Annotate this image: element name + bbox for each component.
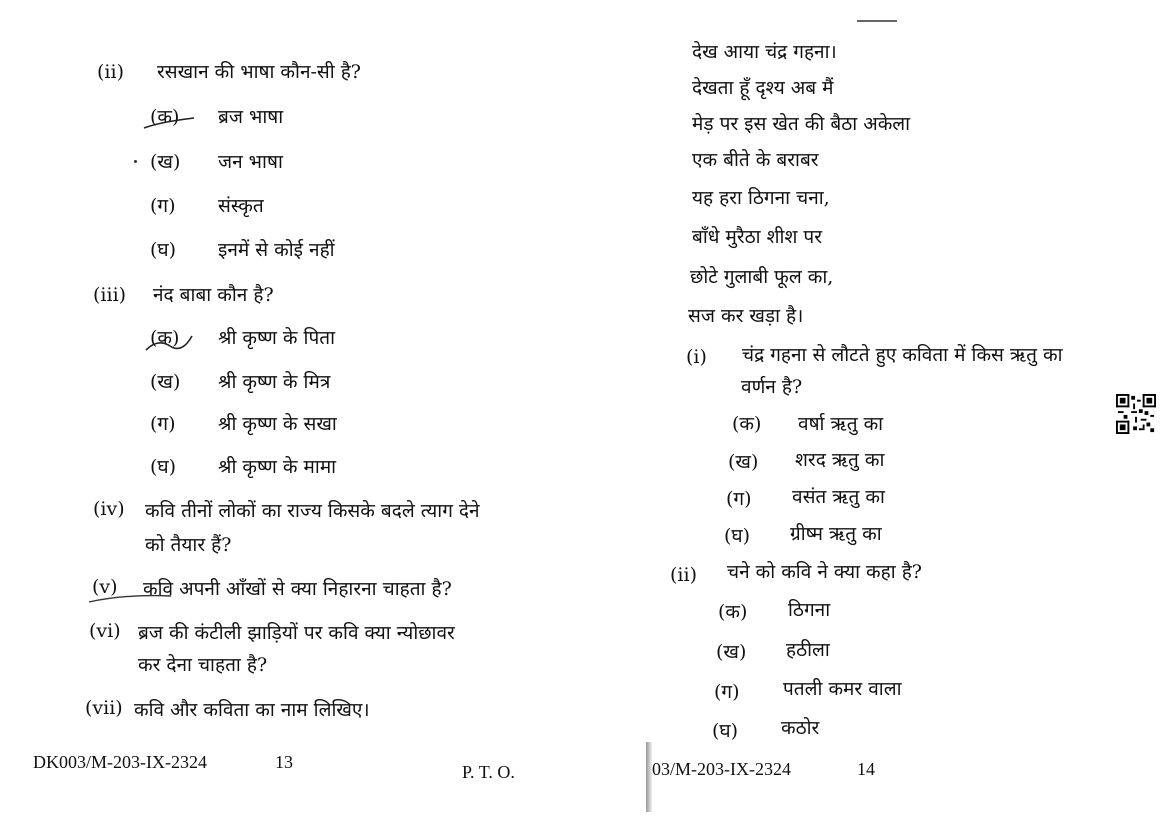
question-number: (iii) [93, 284, 127, 306]
footer-code: 03/M-203-IX-2324 [652, 759, 791, 779]
question-number: (i) [686, 346, 707, 368]
option-label: (ख) [716, 641, 747, 663]
question-number: (ii) [670, 564, 697, 586]
pen-scribble-mark [140, 328, 200, 356]
option-label: (ख) [150, 371, 181, 393]
question-number: (vii) [85, 697, 123, 719]
option-text: शरद ऋतु का [795, 449, 885, 471]
option-text: श्री कृष्ण के सखा [218, 413, 337, 435]
question-text: रसखान की भाषा कौन-सी है? [157, 61, 361, 83]
option-label: (घ) [150, 456, 177, 478]
question-text: कवि तीनों लोकों का राज्य किसके बदले त्याग देने [145, 500, 480, 522]
option-text: पतली कमर वाला [783, 678, 902, 700]
question-text: चने को कवि ने क्या कहा है? [727, 561, 922, 583]
option-text: कठोर [781, 717, 820, 739]
option-text: ग्रीष्म ऋतु का [790, 523, 882, 545]
question-text-continued: को तैयार हैं? [145, 534, 232, 556]
ink-dot [134, 160, 137, 163]
option-text: श्री कृष्ण के मित्र [218, 371, 331, 393]
option-text: जन भाषा [218, 151, 283, 173]
question-text: कवि और कविता का नाम लिखिए। [134, 699, 370, 721]
poem-line: बाँधे मुरैठा शीश पर [692, 226, 822, 248]
poem-line: देख आया चंद्र गहना। [692, 41, 837, 63]
question-text: नंद बाबा कौन है? [153, 284, 274, 306]
option-text: ब्रज भाषा [218, 106, 284, 128]
option-label: (घ) [150, 239, 177, 261]
pen-tick-mark [140, 108, 200, 132]
qr-code [1116, 394, 1156, 434]
question-number: (ii) [97, 61, 124, 83]
question-number: (iv) [93, 498, 125, 520]
right-page [585, 0, 1169, 827]
option-label: (ग) [150, 413, 176, 435]
pto-label: P. T. O. [462, 762, 515, 782]
option-label: (घ) [724, 525, 751, 547]
question-number: (v) [92, 576, 118, 598]
poem-line: मेड़ पर इस खेत की बैठा अकेला [692, 113, 911, 135]
option-label: (ख) [150, 151, 181, 173]
question-text-continued: वर्णन है? [741, 376, 803, 398]
option-text: संस्कृत [218, 195, 264, 217]
option-label: (ग) [726, 488, 752, 510]
option-text: श्री कृष्ण के मामा [218, 456, 337, 478]
question-text: कवि अपनी आँखों से क्या निहारना चाहता है? [143, 578, 452, 600]
poem-line: एक बीते के बराबर [692, 149, 819, 171]
option-text: हठीला [786, 639, 830, 661]
option-label: (ग) [714, 681, 740, 703]
scan-artifact [857, 20, 897, 22]
option-label: (क) [150, 106, 180, 128]
option-text: वर्षा ऋतु का [798, 413, 884, 435]
pen-underline-mark [85, 592, 175, 606]
option-text: ठिगना [788, 599, 831, 621]
poem-line: सज कर खड़ा है। [688, 305, 804, 327]
poem-line: यह हरा ठिगना चना, [692, 187, 830, 209]
question-text: ब्रज की कंटीली झाड़ियों पर कवि क्या न्योछावर [138, 622, 455, 644]
question-number: (vi) [89, 620, 121, 642]
footer-code: DK003/M-203-IX-2324 [33, 752, 207, 772]
question-text-continued: कर देना चाहता है? [138, 654, 268, 676]
option-text: श्री कृष्ण के पिता [218, 327, 335, 349]
page-number: 14 [857, 759, 875, 779]
option-text: इनमें से कोई नहीं [218, 239, 335, 261]
option-label: (क) [150, 327, 180, 349]
option-text: वसंत ऋतु का [792, 486, 885, 508]
scan-shadow [646, 742, 652, 812]
page-number: 13 [275, 752, 293, 772]
poem-line: छोटे गुलाबी फूल का, [690, 266, 834, 288]
option-label: (ख) [728, 451, 759, 473]
option-label: (क) [718, 601, 748, 623]
option-label: (क) [732, 413, 762, 435]
option-label: (घ) [712, 720, 739, 742]
option-label: (ग) [150, 195, 176, 217]
poem-line: देखता हूँ दृश्य अब मैं [692, 77, 834, 99]
question-text: चंद्र गहना से लौटते हुए कविता में किस ऋतु का [742, 344, 1063, 366]
